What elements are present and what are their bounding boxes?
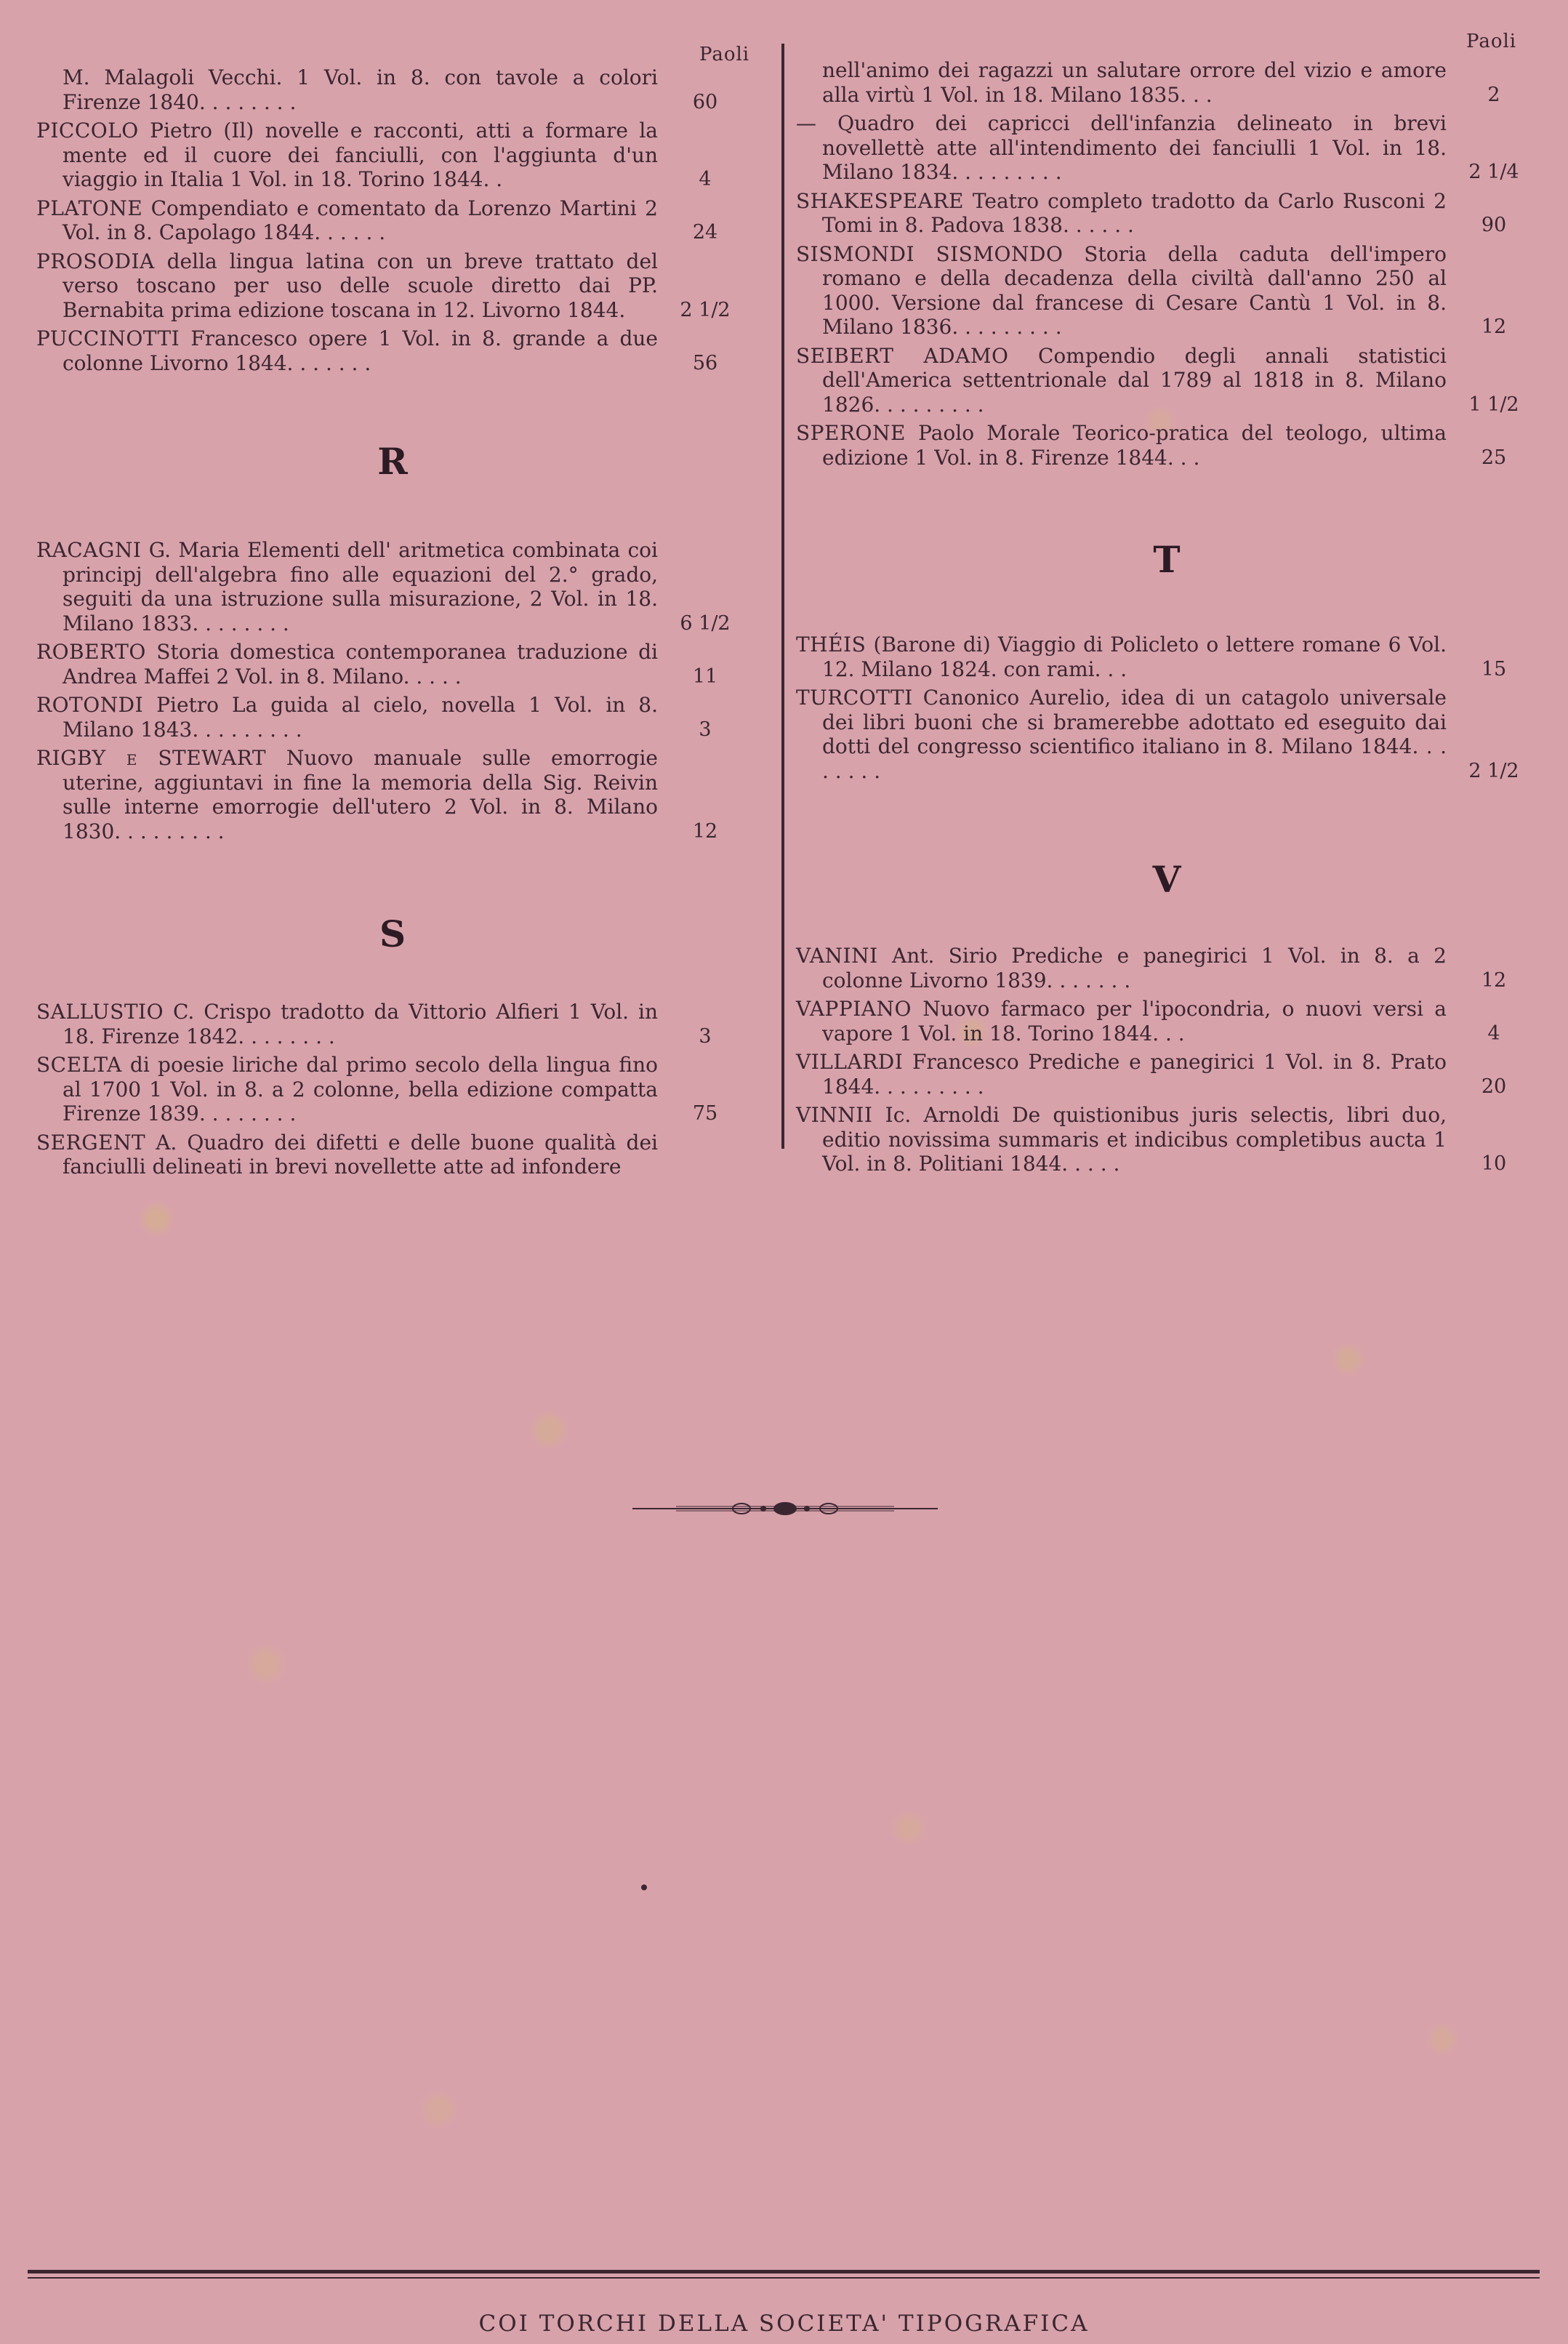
price: 2 1/4 — [1468, 161, 1519, 183]
catalog-entry: SEIBERT ADAMO Compendio degli annali statistici dell'America settentrionale dal 1789 al 1818 in 8. Milano 1826. . . . . . . . . 1 1/2 — [796, 344, 1537, 417]
footer-rule — [28, 2270, 1540, 2273]
price: 60 — [692, 90, 718, 113]
catalog-entry: PROSODIA della lingua latina con un breve trattato del verso toscano per uso delle scuole diretto dai PP. Bernabita prima edizione toscana in 12. Livorno 1844. 2 1/2 — [36, 249, 749, 323]
catalog-section-s-continued — [796, 58, 1537, 474]
price: 11 — [692, 665, 718, 688]
typographic-ornament — [632, 1498, 938, 1520]
price-column-header: Paoli — [699, 44, 750, 65]
price: 4 — [699, 168, 712, 190]
price: 1 1/2 — [1468, 393, 1519, 416]
catalog-entry: SISMONDI SISMONDO Storia della caduta dell'impero romano e della decadenza della civiltà dall'anno 250 al 1000. Versione dal francese di Cesare Cantù 1 Vol. in 8. Milano 1836. . . . . . . . . 12 — [796, 242, 1537, 340]
catalog-entry: PUCCINOTTI Francesco opere 1 Vol. in 8. grande a due colonne Livorno 1844. . . . . . . 56 — [36, 326, 749, 375]
printer-imprint: COI TORCHI DELLA SOCIETA' TIPOGRAFICA — [478, 2311, 1090, 2337]
price: 3 — [699, 718, 712, 741]
catalog-entry: TURCOTTI Canonico Aurelio, idea di un catagolo universale dei libri buoni che si bramerebbe adottato ed eseguito dai dotti del congresso scientifico italiano in 8. Milano 1844. . . . . . . . 2 1/2 — [796, 686, 1537, 783]
catalog-section-s — [36, 1000, 749, 1184]
catalog-entry: nell'animo dei ragazzi un salutare orrore del vizio e amore alla virtù 1 Vol. in 18. Milano 1835. . . 2 — [796, 58, 1537, 107]
footer-rule-thin — [28, 2277, 1540, 2279]
price: 12 — [1481, 968, 1507, 992]
catalog-entry: RACAGNI G. Maria Elementi dell' aritmetica combinata coi principj dell'algebra fino alle equazioni del 2.° grado, seguiti da una istruzione sulla misurazione, 2 Vol. in 18. Milano 1833. . . . . . . . 6 1/2 — [36, 538, 749, 635]
price: 25 — [1481, 446, 1507, 469]
catalog-entry: THÉIS (Barone di) Viaggio di Policleto o lettere romane 6 Vol. 12. Milano 1824. con rami. . . 15 — [796, 633, 1537, 681]
price: 12 — [1481, 316, 1507, 338]
catalog-entry: PICCOLO Pietro (Il) novelle e racconti, atti a formare la mente ed il cuore dei fanciulli, con l'aggiunta d'un viaggio in Italia 1 Vol. in 18. Torino 1844. . 4 — [36, 119, 749, 192]
catalog-entry: SPERONE Paolo Morale Teorico-pratica del teologo, ultima edizione 1 Vol. in 8. Firenze 1844. . . 25 — [796, 421, 1537, 470]
catalog-entry: SERGENT A. Quadro dei difetti e delle buone qualità dei fanciulli delineati in brevi novellette atte ad infondere — [36, 1130, 658, 1179]
catalog-section-v — [796, 944, 1537, 1181]
price: 2 1/2 — [1468, 759, 1519, 782]
column-divider — [781, 44, 784, 1149]
price-column-header: Paoli — [1466, 31, 1517, 52]
section-letter-t: T — [1153, 538, 1181, 581]
section-letter-r: R — [377, 440, 408, 483]
catalog-entry: VANINI Ant. Sirio Prediche e panegirici 1 Vol. in 8. a 2 colonne Livorno 1839. . . . . . . 12 — [796, 944, 1537, 992]
catalog-entry: RIGBY e STEWART Nuovo manuale sulle emorrogie uterine, aggiuntavi in fine la memoria della Sig. Reivin sulle interne emorrogie dell'utero 2 Vol. in 8. Milano 1830. . . . . . . . . 12 — [36, 746, 749, 843]
price: 6 1/2 — [680, 611, 731, 635]
catalog-entry: PLATONE Compendiato e comentato da Lorenzo Martini 2 Vol. in 8. Capolago 1844. . . . . . 24 — [36, 196, 749, 245]
catalog-entry: VINNII Ic. Arnoldi De quistionibus juris selectis, libri duo, editio novissima summaris et indicibus completibus aucta 1 Vol. in 8. Politiani 1844. . . . . 10 — [796, 1103, 1537, 1176]
price: 56 — [692, 351, 718, 374]
catalog-section-t — [796, 633, 1537, 787]
catalog-entry: VAPPIANO Nuovo farmaco per l'ipocondria, o nuovi versi a vapore 1 Vol. in 18. Torino 1844. . . 4 — [796, 997, 1537, 1045]
catalog-entry: — Quadro dei capricci dell'infanzia delineato in brevi novellettè atte all'intendimento dei fanciulli 1 Vol. in 18. Milano 1834. . . . . . . . . 2 1/4 — [796, 111, 1537, 185]
price: 3 — [699, 1024, 712, 1048]
price: 10 — [1481, 1152, 1507, 1175]
price: 75 — [692, 1102, 718, 1125]
catalog-entry: ROBERTO Storia domestica contemporanea traduzione di Andrea Maffei 2 Vol. in 8. Milano. . . . . 11 — [36, 640, 749, 689]
catalog-entry: M. Malagoli Vecchi. 1 Vol. in 8. con tavole a colori Firenze 1840. . . . . . . . 60 — [36, 65, 749, 114]
catalog-section-r — [36, 538, 749, 848]
price: 12 — [692, 819, 718, 843]
ink-speck — [641, 1885, 647, 1890]
catalog-entry: VILLARDI Francesco Prediche e panegirici 1 Vol. in 8. Prato 1844. . . . . . . . . 20 — [796, 1050, 1537, 1099]
price: 4 — [1487, 1022, 1500, 1045]
price: 2 — [1487, 83, 1500, 106]
price: 24 — [692, 221, 718, 244]
catalog-entry: ROTONDI Pietro La guida al cielo, novella 1 Vol. in 8. Milano 1843. . . . . . . . . 3 — [36, 693, 749, 742]
price: 90 — [1481, 214, 1507, 236]
price: 15 — [1481, 657, 1507, 681]
catalog-entry: SHAKESPEARE Teatro completo tradotto da Carlo Rusconi 2 Tomi in 8. Padova 1838. . . . . . 90 — [796, 189, 1537, 238]
price: 2 1/2 — [680, 298, 731, 321]
price: 20 — [1481, 1075, 1507, 1098]
catalog-entry: SCELTA di poesie liriche dal primo secolo della lingua fino al 1700 1 Vol. in 8. a 2 colonne, bella edizione compatta Firenze 1839. . . . . . . . 75 — [36, 1053, 749, 1126]
section-letter-v: V — [1152, 858, 1181, 901]
catalog-section-p — [36, 65, 749, 380]
catalog-entry: SALLUSTIO C. Crispo tradotto da Vittorio Alfieri 1 Vol. in 18. Firenze 1842. . . . . . . . 3 — [36, 1000, 749, 1048]
section-letter-s: S — [379, 912, 406, 955]
